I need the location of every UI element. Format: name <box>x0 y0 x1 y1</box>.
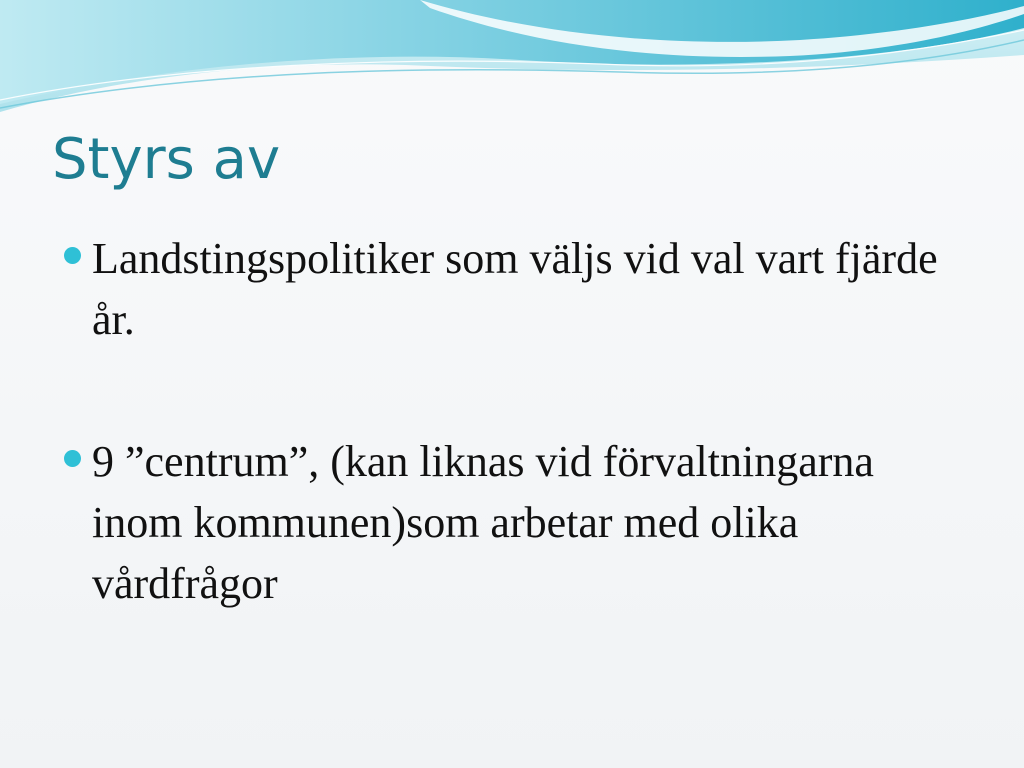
bullet-item <box>62 431 962 614</box>
bullet-text: 9 ”centrum”, (kan liknas vid förvaltningarna inom kommunen)som arbetar med olika vårdfrågor <box>92 437 874 608</box>
bullet-item <box>62 228 962 350</box>
bullet-text: Landstingspolitiker som väljs vid val vart fjärde år. <box>92 234 938 344</box>
bullet-list <box>62 228 962 614</box>
decorative-wave-header <box>0 0 1024 130</box>
bullet-icon <box>64 247 81 264</box>
bullet-icon <box>64 450 81 467</box>
slide-title: Styrs av <box>52 127 281 192</box>
